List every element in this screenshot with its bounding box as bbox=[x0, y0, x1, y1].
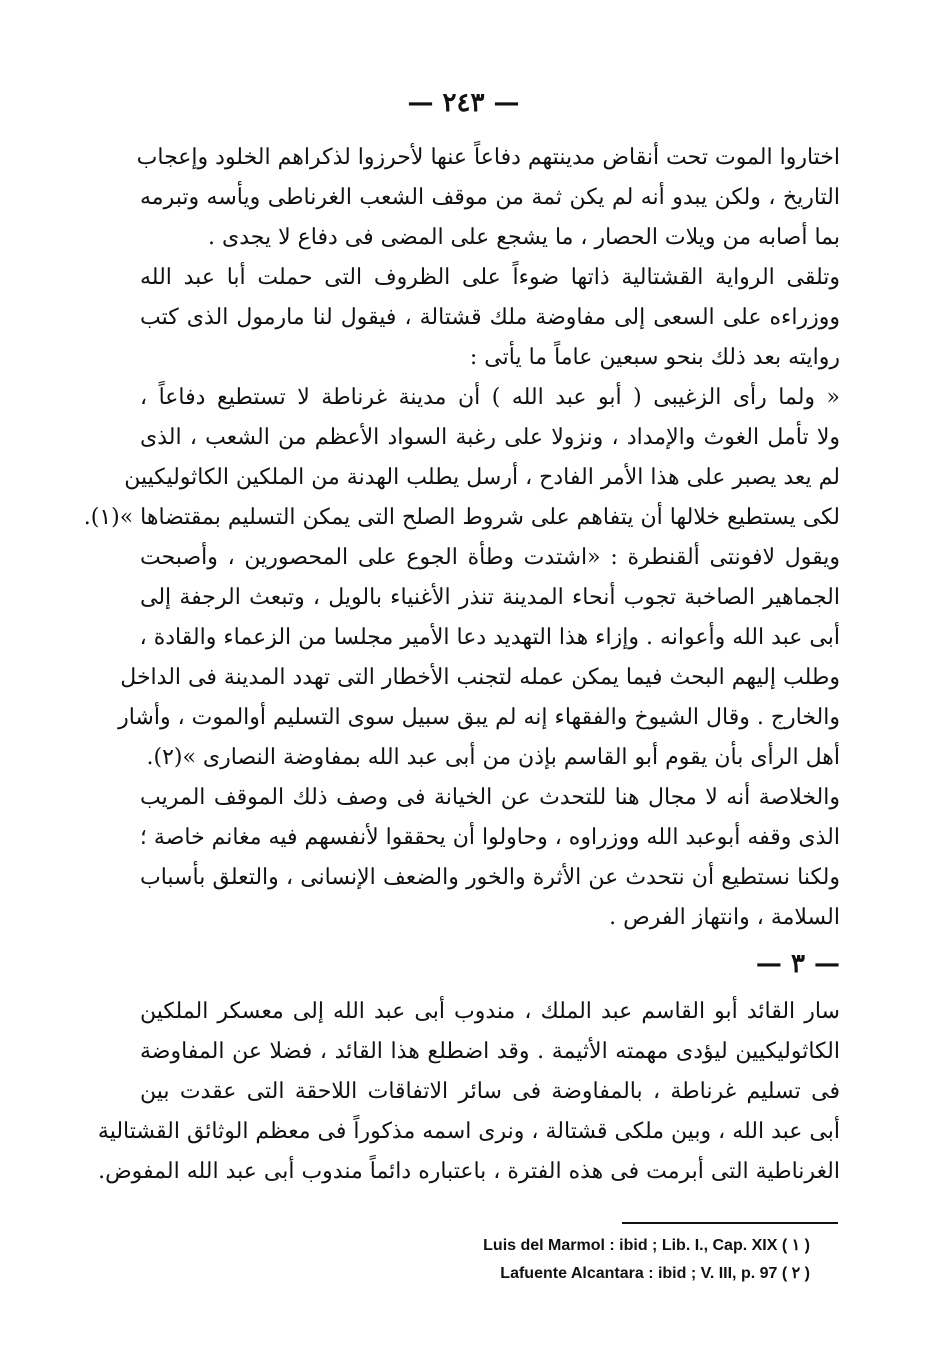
page-number: — ٢٤٣ — bbox=[407, 88, 520, 118]
text-line: ولكنا نستطيع أن نتحدث عن الأثرة والخور والضعف الإنسانى ، والتعلق بأسباب bbox=[140, 865, 840, 890]
text-line: السلامة ، وانتهاز الفرص . bbox=[609, 905, 840, 930]
text-line: ولا تأمل الغوث والإمداد ، ونزولا على رغبة السواد الأعظم من الشعب ، الذى bbox=[140, 425, 840, 450]
body-text bbox=[83, 138, 840, 1192]
text-line: والخارج . وقال الشيوخ والفقهاء إنه لم يبق سبيل سوى التسليم أوالموت ، وأشار bbox=[118, 705, 840, 730]
text-line: فى تسليم غرناطة ، بالمفاوضة فى سائر الاتفاقات اللاحقة التى عقدت بين bbox=[140, 1079, 840, 1104]
footnotes bbox=[340, 1232, 810, 1288]
text-line: الجماهير الصاخبة تجوب أنحاء المدينة تنذر الأغنياء بالويل ، وتبعث الرجفة إلى bbox=[140, 585, 840, 610]
text-line: « ولما رأى الزغيبى ( أبو عبد الله ) أن مدينة غرناطة لا تستطيع دفاعاً ، bbox=[140, 385, 840, 410]
text-line: اختاروا الموت تحت أنقاض مدينتهم دفاعاً عنها لأحرزوا لذكراهم الخلود وإعجاب bbox=[136, 145, 840, 170]
footnote-1: Luis del Marmol : ibid ; Lib. I., Cap. XIX ( ١ ) bbox=[483, 1237, 810, 1254]
text-line: التاريخ ، ولكن يبدو أنه لم يكن ثمة من موقف الشعب الغرناطى ويأسه وتبرمه bbox=[140, 185, 840, 210]
text-line: أهل الرأى بأن يقوم أبو القاسم بإذن من أبى عبد الله بمفاوضة النصارى »(٢). bbox=[146, 745, 840, 770]
text-line: أبى عبد الله ، وبين ملكى قشتالة ، ونرى اسمه مذكوراً فى معظم الوثائق القشتالية bbox=[97, 1119, 840, 1144]
text-line: أبى عبد الله وأعوانه . وإزاء هذا التهديد دعا الأمير مجلسا من الزعماء والقادة ، bbox=[139, 625, 840, 650]
text-line: وتلقى الرواية القشتالية ذاتها ضوءاً على الظروف التى حملت أبا عبد الله bbox=[140, 265, 840, 290]
text-line: ووزراءه على السعى إلى مفاوضة ملك قشتالة ، فيقول لنا مارمول الذى كتب bbox=[140, 305, 840, 330]
text-line: الغرناطية التى أبرمت فى هذه الفترة ، باعتباره دائماً مندوب أبى عبد الله المفوض. bbox=[98, 1159, 840, 1184]
text-line: لم يعد يصبر على هذا الأمر الفادح ، أرسل يطلب الهدنة من الملكين الكاثوليكيين bbox=[124, 465, 840, 490]
paragraph-1 bbox=[136, 138, 840, 258]
text-line: لكى يستطيع خلالها أن يتفاهم على شروط الصلح التى يمكن التسليم بمقتضاها »(١). bbox=[83, 505, 840, 530]
text-line: الذى وقفه أبوعبد الله ووزراوه ، وحاولوا أن يحققوا لأنفسهم فيه مغانم خاصة ؛ bbox=[139, 825, 840, 850]
text-line: سار القائد أبو القاسم عبد الملك ، مندوب أبى عبد الله إلى معسكر الملكين bbox=[140, 999, 840, 1024]
paragraph-conclusion bbox=[140, 778, 840, 938]
quote-marmol bbox=[83, 378, 840, 538]
section-3-paragraph bbox=[97, 992, 840, 1192]
text-line: ويقول لافونتى ألقنطرة : «اشتدت وطأة الجوع على المحصورين ، وأصبحت bbox=[140, 545, 840, 570]
text-line: بما أصابه من ويلات الحصار ، ما يشجع على المضى فى دفاع لا يجدى . bbox=[208, 225, 840, 250]
footnote-divider bbox=[622, 1222, 838, 1224]
section-marker: — ٣ — bbox=[755, 949, 840, 979]
text-line: والخلاصة أنه لا مجال هنا للتحدث عن الخيانة فى وصف ذلك الموقف المريب bbox=[140, 785, 840, 810]
text-line: وطلب إليهم البحث فيما يمكن عمله لتجنب الأخطار التى تهدد المدينة فى الداخل bbox=[120, 665, 840, 690]
quote-lafuente bbox=[118, 538, 840, 778]
footnote-2: Lafuente Alcantara : ibid ; V. III, p. 97 ( ٢ ) bbox=[500, 1265, 810, 1282]
text-line: روايته بعد ذلك بنحو سبعين عاماً ما يأتى : bbox=[469, 345, 840, 370]
paragraph-2 bbox=[140, 258, 840, 378]
text-line: الكاثوليكيين ليؤدى مهمته الأثيمة . وقد اضطلع هذا القائد ، فضلا عن المفاوضة bbox=[140, 1039, 840, 1064]
